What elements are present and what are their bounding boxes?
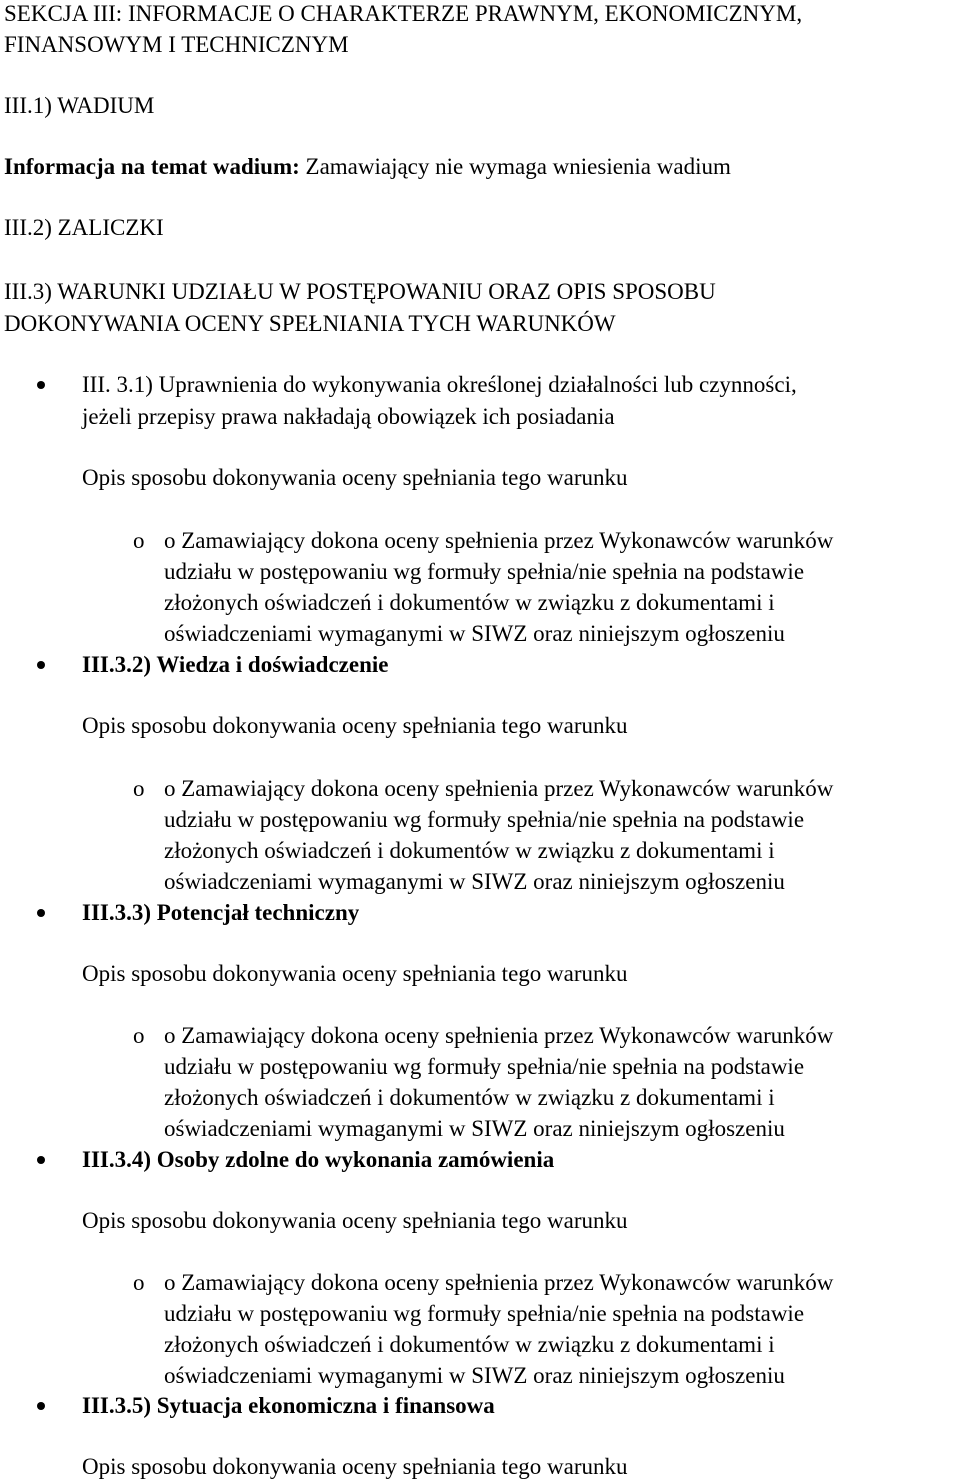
condition-3-desc-line-1: o Zamawiający dokona oceny spełnienia przez Wykonawców warunków [164,1023,834,1048]
bullet-dot [37,661,45,669]
condition-1-title-line-2: jeżeli przepisy prawa nakładają obowiązek ich posiadania [82,404,615,429]
condition-1-opis: Opis sposobu dokonywania oceny spełniania tego warunku [82,465,628,490]
condition-3-desc-line-4: oświadczeniami wymaganymi w SIWZ oraz niniejszym ogłoszeniu [164,1116,785,1141]
condition-3-title: III.3.3) Potencjał techniczny [82,900,360,925]
condition-5-opis: Opis sposobu dokonywania oceny spełniania tego warunku [82,1454,628,1479]
condition-1-desc-line-2: udziału w postępowaniu wg formuły spełnia/nie spełnia na podstawie [164,559,805,584]
condition-4-title: III.3.4) Osoby zdolne do wykonania zamówienia [82,1147,555,1172]
condition-5-title: III.3.5) Sytuacja ekonomiczna i finansowa [82,1393,495,1418]
wadium-info [4,155,731,178]
section-title-line-2: FINANSOWYM I TECHNICZNYM [4,32,349,57]
condition-2-desc-line-2: udziału w postępowaniu wg formuły spełnia/nie spełnia na podstawie [164,807,805,832]
condition-4-opis: Opis sposobu dokonywania oceny spełniania tego warunku [82,1208,628,1233]
condition-1-title-line-1: III. 3.1) Uprawnienia do wykonywania określonej działalności lub czynności, [82,372,797,397]
condition-3-desc-line-2: udziału w postępowaniu wg formuły spełnia/nie spełnia na podstawie [164,1054,805,1079]
warunki-heading-line-1: III.3) WARUNKI UDZIAŁU W POSTĘPOWANIU ORAZ OPIS SPOSOBU [4,279,716,304]
list-marker: o [133,1270,145,1295]
condition-4-desc-line-2: udziału w postępowaniu wg formuły spełnia/nie spełnia na podstawie [164,1301,805,1326]
wadium-heading: III.1) WADIUM [4,93,155,118]
list-marker: o [133,528,145,553]
condition-2-desc-line-3: złożonych oświadczeń i dokumentów w związku z dokumentami i [164,838,775,863]
condition-2-title: III.3.2) Wiedza i doświadczenie [82,652,389,677]
condition-4-desc-line-3: złożonych oświadczeń i dokumentów w związku z dokumentami i [164,1332,775,1357]
bullet-dot [37,1402,45,1410]
condition-3-opis: Opis sposobu dokonywania oceny spełniania tego warunku [82,961,628,986]
list-marker: o [133,776,145,801]
condition-2-opis: Opis sposobu dokonywania oceny spełniania tego warunku [82,713,628,738]
condition-3-desc-line-3: złożonych oświadczeń i dokumentów w związku z dokumentami i [164,1085,775,1110]
warunki-heading-line-2: DOKONYWANIA OCENY SPEŁNIANIA TYCH WARUNKÓW [4,311,616,336]
condition-2-desc-line-4: oświadczeniami wymaganymi w SIWZ oraz niniejszym ogłoszeniu [164,869,785,894]
zaliczki-heading: III.2) ZALICZKI [4,215,164,240]
list-marker: o [133,1023,145,1048]
condition-4-desc-line-1: o Zamawiający dokona oceny spełnienia przez Wykonawców warunków [164,1270,834,1295]
condition-1-desc-line-4: oświadczeniami wymaganymi w SIWZ oraz niniejszym ogłoszeniu [164,621,785,646]
bullet-dot [37,1156,45,1164]
condition-4-desc-line-4: oświadczeniami wymaganymi w SIWZ oraz niniejszym ogłoszeniu [164,1363,785,1388]
wadium-label: Informacja na temat wadium: [4,154,300,179]
condition-2-desc-line-1: o Zamawiający dokona oceny spełnienia przez Wykonawców warunków [164,776,834,801]
bullet-dot [37,381,45,389]
condition-1-desc-line-1: o Zamawiający dokona oceny spełnienia przez Wykonawców warunków [164,528,834,553]
wadium-value: Zamawiający nie wymaga wniesienia wadium [305,154,731,179]
condition-1-desc-line-3: złożonych oświadczeń i dokumentów w związku z dokumentami i [164,590,775,615]
bullet-dot [37,909,45,917]
section-title-line-1: SEKCJA III: INFORMACJE O CHARAKTERZE PRAWNYM, EKONOMICZNYM, [4,1,803,26]
